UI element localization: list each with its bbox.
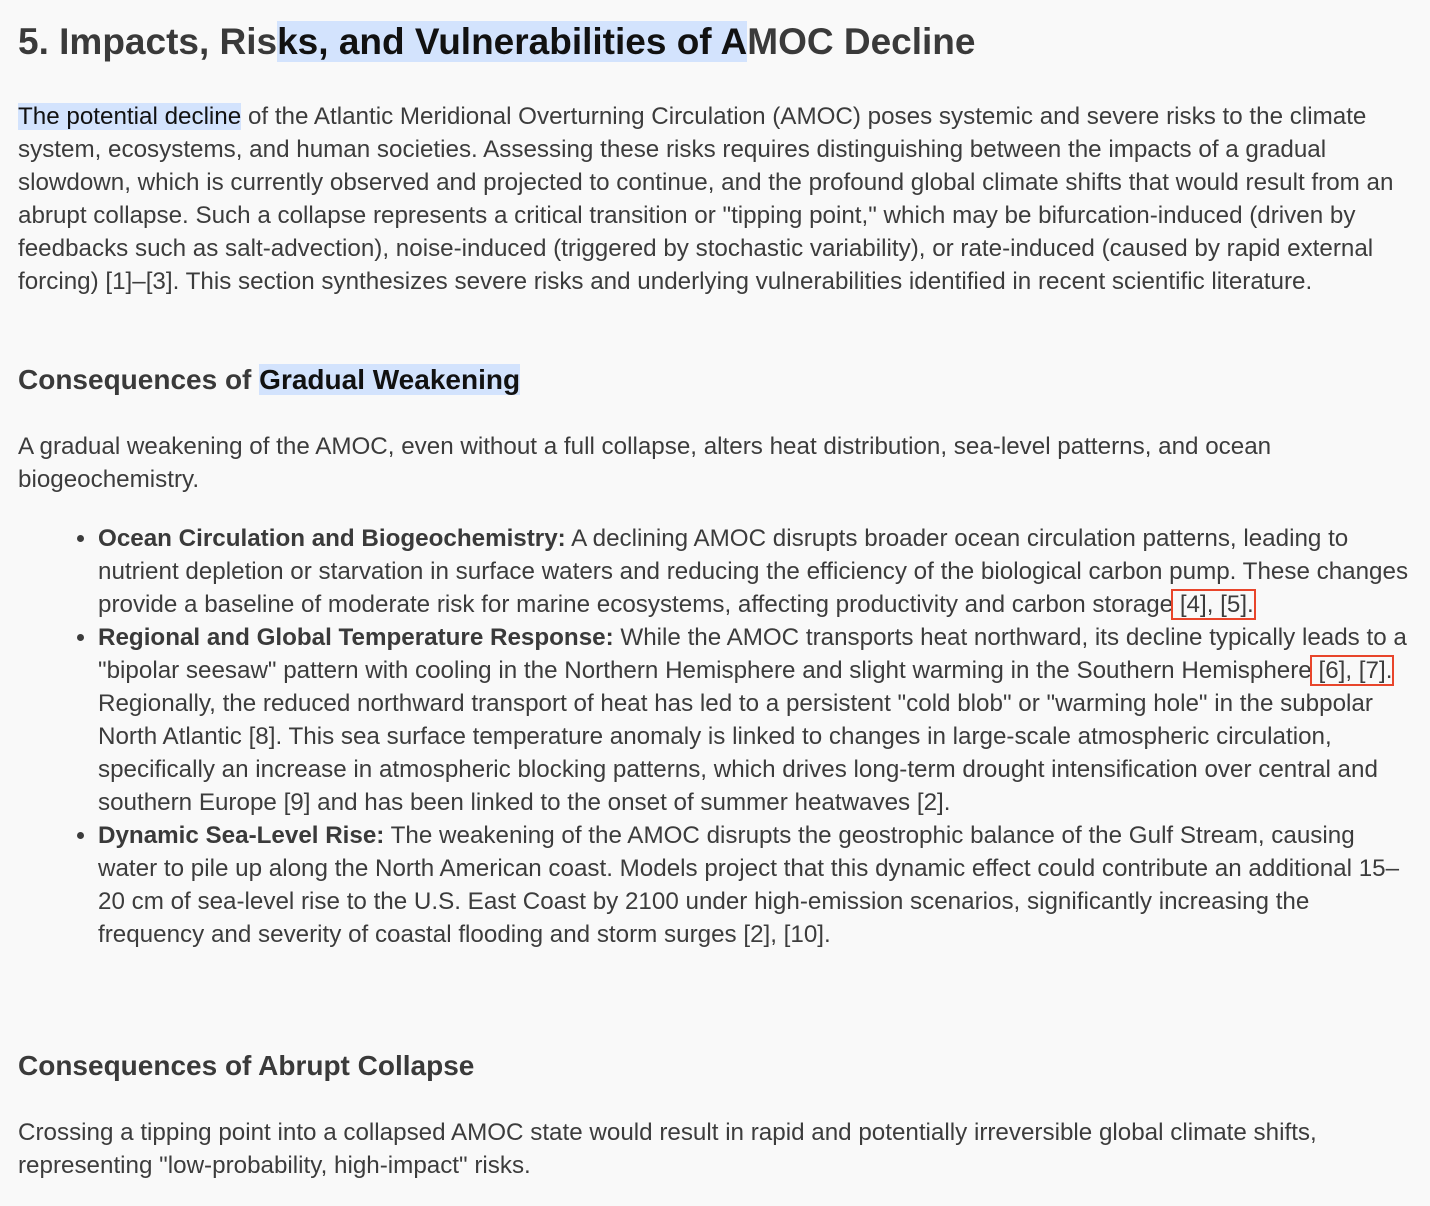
citation-highlight-box: [4], [5]. — [1173, 591, 1254, 618]
bullet-text: The weakening of the AMOC disrupts the geostrophic balance of the Gulf Stream, causing water to pile up along the North American coast. Models project that this dynamic effect could contribute an additional 15–20 cm of sea-level rise to the U.S. East Coast by 2100 under high-emission scenarios, significantly increasing the frequency and severity of coastal flooding and storm surges [2], [10]. — [98, 822, 1400, 948]
bullet-text: While the AMOC transports heat northward, its decline typically leads to a "bipolar seesaw" pattern with cooling in the Northern Hemisphere and slight warming in the Southern Hemisphere — [98, 624, 1407, 684]
abrupt-paragraph: Crossing a tipping point into a collapsed AMOC state would result in rapid and potentially irreversible global climate shifts, representing "low-probability, high-impact" risks. — [18, 1119, 1317, 1179]
intro-paragraph — [18, 100, 1416, 298]
intro-highlight: The potential decline — [18, 103, 242, 130]
section-heading — [18, 18, 975, 66]
section-heading-highlight: ks, and Vulnerabilities of A — [277, 21, 748, 62]
abrupt-heading: Consequences of Abrupt Collapse — [18, 1050, 475, 1081]
section-heading-pre: 5. Impacts, Ris — [18, 21, 278, 62]
gradual-heading — [18, 361, 520, 399]
list-item — [98, 819, 1416, 951]
gradual-paragraph: A gradual weakening of the AMOC, even without a full collapse, alters heat distribution, sea-level patterns, and ocean biogeochemistry. — [18, 433, 1272, 493]
bullet-text-after: Regionally, the reduced northward transport of heat has led to a persistent "cold blob" or "warming hole" in the subpolar North Atlantic [8]. This sea surface temperature anomaly is linked to changes in large-scale atmospheric circulation, specifically an increase in atmospheric blocking patterns, which drives long-term drought intensification over central and southern Europe [9] and has been linked to the onset of summer heatwaves [2]. — [98, 690, 1378, 816]
bullet-title: Dynamic Sea-Level Rise: — [98, 822, 385, 849]
list-item — [98, 621, 1416, 819]
gradual-heading-highlight: Gradual Weakening — [259, 364, 521, 395]
intro-text: of the Atlantic Meridional Overturning Circulation (AMOC) poses systemic and severe risks to the climate system, ecosystems, and human societies. Assessing these risks requires distinguishing between the impacts of a gradual slowdown, which is currently observed and projected to continue, and the profound global climate shifts that would result from an abrupt collapse. Such a collapse represents a critical transition or "tipping point," which may be bifurcation-induced (driven by feedbacks such as salt-advection), noise-induced (triggered by stochastic variability), or rate-induced (caused by rapid external forcing) [1]–[3]. This section synthesizes severe risks and underlying vulnerabilities identified in recent scientific literature. — [18, 103, 1394, 295]
bullet-text: A declining AMOC disrupts broader ocean circulation patterns, leading to nutrient depletion or starvation in surface waters and reducing the efficiency of the biological carbon pump. These changes provide a baseline of moderate risk for marine ecosystems, affecting productivity and carbon storage — [98, 525, 1409, 618]
bullet-title: Ocean Circulation and Biogeochemistry: — [98, 525, 566, 552]
gradual-bullet-list — [18, 522, 1416, 951]
section-heading-post: MOC Decline — [747, 21, 976, 62]
bullet-title: Regional and Global Temperature Response: — [98, 624, 614, 651]
citation-highlight-box: [6], [7]. — [1311, 657, 1393, 684]
gradual-heading-pre: Consequences of — [18, 364, 260, 395]
list-item — [98, 522, 1416, 621]
